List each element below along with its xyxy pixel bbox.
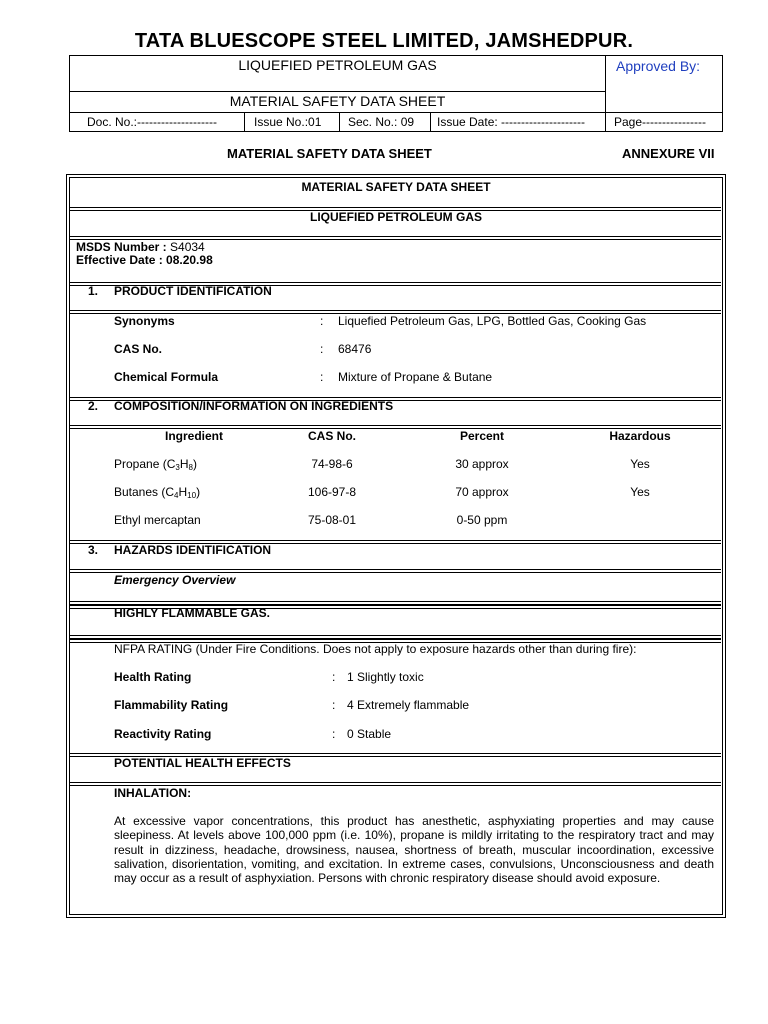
- sheet-product: LIQUEFIED PETROLEUM GAS: [309, 210, 482, 224]
- header-doc-type: MATERIAL SAFETY DATA SHEET: [229, 93, 446, 109]
- issue-no: Issue No.:01: [254, 115, 322, 129]
- inhalation-text: At excessive vapor concentrations, this product has anesthetic, asphyxiating properties and may cause sleepiness. At levels above 100,000 ppm (i.e. 10%), propane is mildly irritating to the respiratory tract and may result in dizziness, headache, drowsiness, nausea, shortness of breath, muscular incoordination, excessive salivation, disorientation, vomiting, and excitation. In extreme cases, convulsions, Unconsciousness and death may occur as a result of asphyxiation. Persons with chronic respiratory disease should avoid exposure.: [114, 814, 714, 886]
- column-header: CAS No.: [308, 429, 356, 443]
- header-divider: [244, 112, 245, 132]
- rating-label: Health Rating: [114, 670, 192, 684]
- emergency-overview: Emergency Overview: [114, 573, 236, 587]
- header-divider: [605, 112, 606, 132]
- rating-value: 4 Extremely flammable: [347, 698, 470, 712]
- header-product: LIQUEFIED PETROLEUM GAS: [238, 57, 437, 73]
- section-number: 2.: [88, 399, 99, 413]
- section-title: PRODUCT IDENTIFICATION: [114, 284, 272, 298]
- flammable-warning: HIGHLY FLAMMABLE GAS.: [114, 606, 271, 620]
- header-divider: [70, 91, 605, 92]
- ingredient-name: Ethyl mercaptan: [114, 513, 201, 527]
- field-separator: :: [320, 314, 324, 328]
- rating-value: 1 Slightly toxic: [347, 670, 424, 684]
- field-separator: :: [320, 370, 324, 384]
- rating-separator: :: [332, 727, 336, 741]
- company-title: TATA BLUESCOPE STEEL LIMITED, JAMSHEDPUR.: [134, 30, 634, 52]
- ingredient-percent: 0-50 ppm: [456, 513, 508, 527]
- header-divider: [70, 112, 723, 113]
- msds-value: S4034: [170, 240, 205, 254]
- subheader-left: MATERIAL SAFETY DATA SHEET: [227, 146, 432, 161]
- header-divider: [339, 112, 340, 132]
- rating-separator: :: [332, 670, 336, 684]
- section-number: 1.: [88, 284, 99, 298]
- health-effects-heading: POTENTIAL HEALTH EFFECTS: [114, 756, 291, 770]
- column-header: Ingredient: [164, 429, 223, 443]
- column-header: Percent: [459, 429, 505, 443]
- header-divider: [430, 112, 431, 132]
- effective-date: Effective Date : 08.20.98: [76, 253, 213, 267]
- doc-no: Doc. No.:--------------------: [87, 115, 217, 129]
- field-label: Synonyms: [114, 314, 175, 328]
- header-divider: [605, 56, 606, 113]
- sec-no: Sec. No.: 09: [348, 115, 415, 129]
- issue-date: Issue Date: ---------------------: [437, 115, 585, 129]
- rating-label: Reactivity Rating: [114, 727, 212, 741]
- inhalation-heading: INHALATION:: [114, 786, 192, 800]
- ingredient-cas: 106-97-8: [307, 485, 357, 499]
- ingredient-cas: 74-98-6: [311, 457, 353, 471]
- section-number: 3.: [88, 543, 99, 557]
- ingredient-percent: 70 approx: [455, 485, 509, 499]
- field-label: CAS No.: [114, 342, 162, 356]
- msds-number: [76, 240, 205, 254]
- rating-value: 0 Stable: [347, 727, 392, 741]
- field-value: 68476: [338, 342, 372, 356]
- section-title: HAZARDS IDENTIFICATION: [114, 543, 272, 557]
- field-value: Liquefied Petroleum Gas, LPG, Bottled Gas, Cooking Gas: [338, 314, 647, 328]
- ingredient-cas: 75-08-01: [307, 513, 357, 527]
- field-value: Mixture of Propane & Butane: [338, 370, 493, 384]
- ingredient-name: Butanes $(C_4H_{10})$: [114, 485, 201, 500]
- section-title: COMPOSITION/INFORMATION ON INGREDIENTS: [114, 399, 394, 413]
- nfpa-rating: NFPA RATING (Under Fire Conditions. Does not apply to exposure hazards other than during fire):: [114, 642, 637, 656]
- msds-label: MSDS Number :: [76, 240, 167, 254]
- annexure-label: ANNEXURE VII: [622, 146, 715, 161]
- ingredient-name: Propane $(C_3H_8)$: [114, 457, 197, 472]
- ingredient-hazardous: Yes: [630, 485, 650, 499]
- rating-separator: :: [332, 698, 336, 712]
- field-separator: :: [320, 342, 324, 356]
- ingredient-percent: 30 approx: [455, 457, 509, 471]
- sheet-title: MATERIAL SAFETY DATA SHEET: [301, 180, 491, 194]
- page-number: Page----------------: [614, 115, 706, 129]
- approved-by-label: Approved By:: [616, 58, 701, 74]
- column-header: Hazardous: [609, 429, 671, 443]
- rating-label: Flammability Rating: [114, 698, 229, 712]
- field-label: Chemical Formula: [114, 370, 219, 384]
- ingredient-hazardous: Yes: [630, 457, 650, 471]
- document-header-box: [69, 55, 723, 132]
